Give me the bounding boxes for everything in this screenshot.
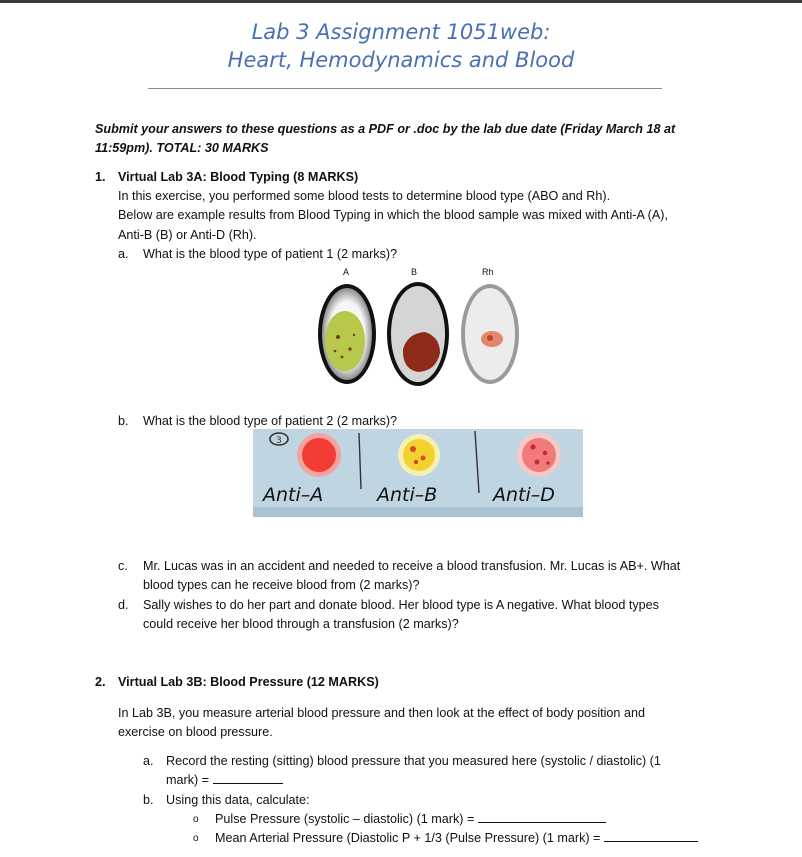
question-2-number: 2.: [95, 675, 106, 689]
question-2-paragraph-line-2: exercise on blood pressure.: [118, 725, 273, 739]
question-1a-marker: a.: [118, 247, 129, 261]
title-divider: [148, 88, 662, 89]
question-1d-line-1: Sally wishes to do her part and donate blood. Her blood type is A negative. What blood types: [143, 598, 659, 612]
well-a: [318, 284, 376, 384]
reagent-label-anti-b: Anti–B: [377, 484, 438, 506]
svg-text:3: 3: [276, 436, 282, 446]
question-1-paragraph-line-1: In this exercise, you performed some blood tests to determine blood type (ABO and Rh).: [118, 189, 611, 203]
question-2b-text: Using this data, calculate:: [166, 793, 310, 807]
submission-instructions-line-1: Submit your answers to these questions as a PDF or .doc by the lab due date (Friday March 18 at: [95, 122, 676, 136]
question-1d-line-2: could receive her blood through a transfusion (2 marks)?: [143, 617, 459, 631]
question-1-paragraph-line-3: Anti-B (B) or Anti-D (Rh).: [118, 228, 257, 242]
bullet-marker: o: [193, 833, 199, 844]
question-2a-line-2: [166, 771, 283, 790]
question-1-paragraph-line-2: Below are example results from Blood Typing in which the blood sample was mixed with Anti-A (A),: [118, 208, 668, 222]
question-2a-line-1: Record the resting (sitting) blood pressure that you measured here (systolic / diastolic) (1: [166, 754, 661, 768]
reagent-label-anti-a: Anti–A: [263, 484, 324, 506]
question-1-number: 1.: [95, 170, 106, 184]
document-title-line-1: Lab 3 Assignment 1051web:: [251, 20, 551, 44]
mean-arterial-pressure-text: Mean Arterial Pressure (Diastolic P + 1/3 (Pulse Pressure) (1 mark) =: [215, 831, 601, 845]
pulse-pressure-text: Pulse Pressure (systolic – diastolic) (1 mark) =: [215, 812, 475, 826]
question-1d-marker: d.: [118, 598, 129, 612]
well-label-rh: Rh: [482, 267, 494, 277]
patient-2-blood-typing-card: [253, 429, 583, 517]
page-top-border: [0, 0, 802, 3]
well-label-a: A: [343, 267, 350, 277]
question-2a-line-2-text: mark) =: [166, 773, 210, 787]
question-1b-marker: b.: [118, 414, 129, 428]
question-1c-marker: c.: [118, 559, 128, 573]
well-label-b: B: [411, 267, 418, 277]
question-1b-text: What is the blood type of patient 2 (2 marks)?: [143, 414, 398, 428]
well-b: [387, 282, 449, 386]
submission-instructions-line-2: 11:59pm). TOTAL: 30 MARKS: [95, 141, 269, 155]
question-1a-text: What is the blood type of patient 1 (2 marks)?: [143, 247, 398, 261]
reagent-label-anti-d: Anti–D: [493, 484, 555, 506]
question-2a-marker: a.: [143, 754, 154, 768]
question-2b-marker: b.: [143, 793, 154, 807]
mean-arterial-pressure-item: [215, 829, 698, 848]
question-1c-line-2: blood types can he receive blood from (2 marks)?: [143, 578, 420, 592]
well-rh: [461, 284, 519, 384]
question-1-heading: Virtual Lab 3A: Blood Typing (8 MARKS): [118, 170, 359, 184]
document-title-line-2: Heart, Hemodynamics and Blood: [227, 48, 575, 72]
bullet-marker: o: [193, 814, 199, 825]
map-answer-blank[interactable]: [604, 829, 698, 842]
question-2-heading: Virtual Lab 3B: Blood Pressure (12 MARKS): [118, 675, 379, 689]
question-1c-line-1: Mr. Lucas was in an accident and needed to receive a blood transfusion. Mr. Lucas is AB+. What: [143, 559, 681, 573]
resting-bp-answer-blank[interactable]: [213, 771, 283, 784]
question-2-paragraph-line-1: In Lab 3B, you measure arterial blood pressure and then look at the effect of body position and: [118, 706, 645, 720]
pulse-pressure-answer-blank[interactable]: [478, 810, 606, 823]
patient-1-blood-typing-image: [300, 277, 530, 389]
pulse-pressure-item: [215, 810, 606, 829]
